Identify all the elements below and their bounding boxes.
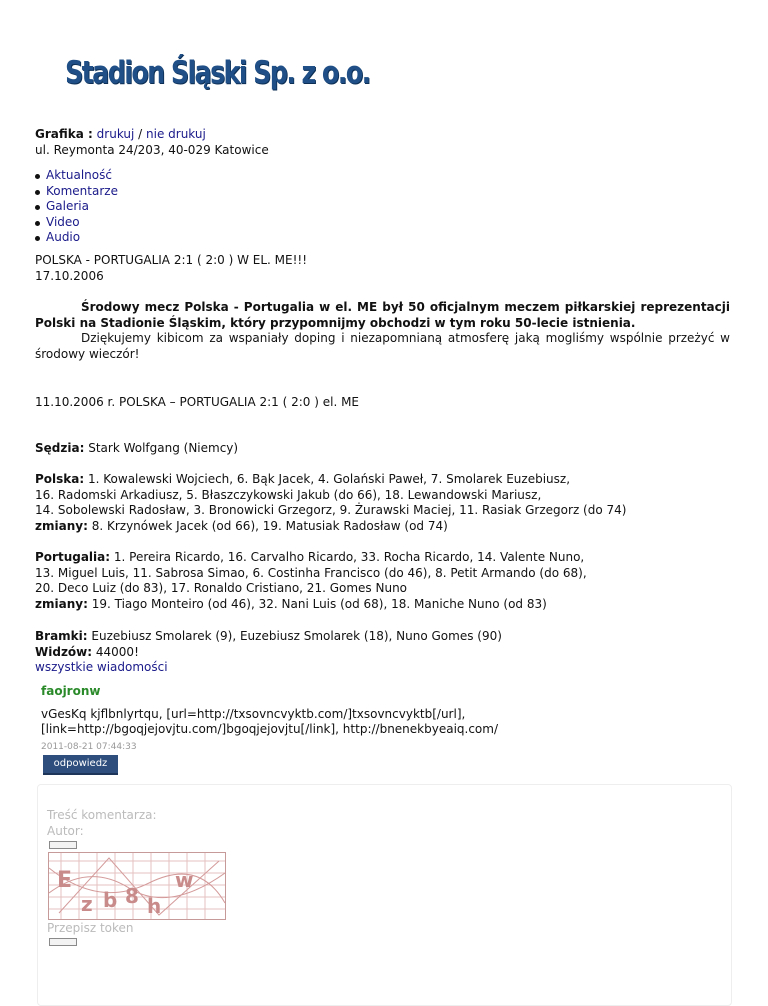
menu-link[interactable]: Komentarze — [46, 183, 118, 198]
comment-line: vGesKq kjflbnlyrtqu, [url=http://txsovncvyktb.com/]txsovncvyktb[/url], — [41, 706, 466, 721]
comment-date: 2011-08-21 07:44:33 — [41, 741, 137, 752]
content-label: Treść komentarza: — [47, 808, 157, 822]
portugalia-line: 13. Miguel Luis, 11. Sabrosa Simao, 6. Costinha Francisco (do 46), 8. Petit Armando (do 68), — [35, 565, 587, 580]
reply-button[interactable]: odpowiedz — [43, 755, 118, 775]
section-menu — [35, 168, 118, 246]
menu-item-galeria — [35, 199, 118, 215]
svg-text:z: z — [81, 892, 93, 916]
match-summary — [35, 629, 502, 676]
comment — [41, 684, 731, 755]
grafika-label: Grafika : — [35, 127, 93, 141]
polska-line: 16. Radomski Arkadiusz, 5. Błaszczykowski Jakub (do 66), 18. Lewandowski Mariusz, — [35, 487, 542, 502]
portugalia-lineup — [35, 550, 587, 612]
svg-text:E: E — [57, 868, 73, 893]
portugalia-line: 20. Deco Luiz (do 83), 17. Ronaldo Cristiano, 21. Gomes Nuno — [35, 581, 408, 595]
menu-link[interactable]: Video — [46, 214, 80, 229]
author-label: Autor: — [47, 824, 84, 838]
lead-bold: Środowy mecz Polska - Portugalia w el. ME był 50 oficjalnym meczem piłkarskiej reprezentacji Polski na Stadionie Śląskim, który przypomnijmy obchodzi w tym roku 50-lecie istnienia. — [35, 300, 730, 330]
author-input[interactable] — [49, 841, 77, 849]
all-news-link[interactable]: wszystkie wiadomości — [35, 660, 168, 674]
comment-body — [41, 707, 731, 738]
polska-line: 1. Kowalewski Wojciech, 6. Bąk Jacek, 4. Golański Paweł, 7. Smolarek Euzebiusz, — [88, 472, 571, 486]
referee-name: Stark Wolfgang (Niemcy) — [88, 441, 239, 455]
comment-line: [link=http://bgoqjejovjtu.com/]bgoqjejovjtu[/link], http://bnenekbyeaiq.com/ — [41, 722, 499, 736]
portugalia-label: Portugalia: — [35, 550, 111, 564]
no-print-link[interactable]: nie drukuj — [146, 127, 206, 141]
lead-text: Dziękujemy kibicom za wspaniały doping i niezapomnianą atmosferę jaką mogliśmy wspólnie przeżyć w środowy wieczór! — [35, 331, 730, 361]
address: ul. Reymonta 24/203, 40-029 Katowice — [35, 143, 269, 157]
polska-label: Polska: — [35, 472, 85, 486]
menu-item-aktualnosc — [35, 168, 118, 184]
token-label: Przepisz token — [47, 921, 134, 935]
article-title: POLSKA - PORTUGALIA 2:1 ( 2:0 ) W EL. ME!!! — [35, 253, 308, 267]
portugalia-subs-label: zmiany: — [35, 596, 88, 611]
menu-link[interactable]: Audio — [46, 230, 81, 244]
goals-label: Bramki: — [35, 629, 88, 643]
captcha-image — [48, 852, 226, 920]
menu-link[interactable]: Galeria — [46, 199, 89, 213]
menu-item-komentarze — [35, 184, 118, 200]
polska-subs-label: zmiany: — [35, 518, 88, 533]
svg-text:h: h — [147, 894, 162, 918]
svg-text:8: 8 — [125, 884, 139, 908]
crowd-label: Widzów: — [35, 644, 93, 659]
separator: / — [134, 127, 147, 141]
polska-line: 14. Sobolewski Radosław, 3. Bronowicki Grzegorz, 9. Żurawski Maciej, 11. Rasiak Grzegorz (do 74) — [35, 503, 627, 517]
menu-item-audio — [35, 230, 118, 246]
token-input[interactable] — [49, 938, 77, 946]
print-link[interactable]: drukuj — [96, 127, 135, 141]
portugalia-line: 1. Pereira Ricardo, 16. Carvalho Ricardo, 33. Rocha Ricardo, 14. Valente Nuno, — [113, 550, 585, 564]
menu-item-video — [35, 215, 118, 231]
match-line: 11.10.2006 r. POLSKA – PORTUGALIA 2:1 ( 2:0 ) el. ME — [35, 395, 360, 409]
captcha-graphic — [49, 853, 225, 919]
polska-subs: 8. Krzynówek Jacek (od 66), 19. Matusiak Radosław (od 74) — [91, 518, 448, 533]
article-date: 17.10.2006 — [35, 269, 104, 283]
referee — [35, 441, 238, 457]
print-options — [35, 127, 206, 143]
comment-author: faojronw — [41, 684, 101, 698]
article-lead — [35, 300, 730, 362]
referee-label: Sędzia: — [35, 441, 85, 455]
crowd: 44000! — [95, 644, 139, 659]
polska-lineup — [35, 472, 626, 534]
goals: Euzebiusz Smolarek (9), Euzebiusz Smolarek (18), Nuno Gomes (90) — [91, 629, 502, 643]
svg-text:w: w — [175, 868, 194, 892]
svg-text:b: b — [103, 888, 118, 912]
site-logo[interactable]: Stadion Śląski Sp. z o.o. — [65, 55, 370, 91]
portugalia-subs: 19. Tiago Monteiro (od 46), 32. Nani Luis (od 68), 18. Maniche Nuno (od 83) — [91, 596, 547, 611]
menu-link[interactable]: Aktualność — [46, 168, 112, 182]
